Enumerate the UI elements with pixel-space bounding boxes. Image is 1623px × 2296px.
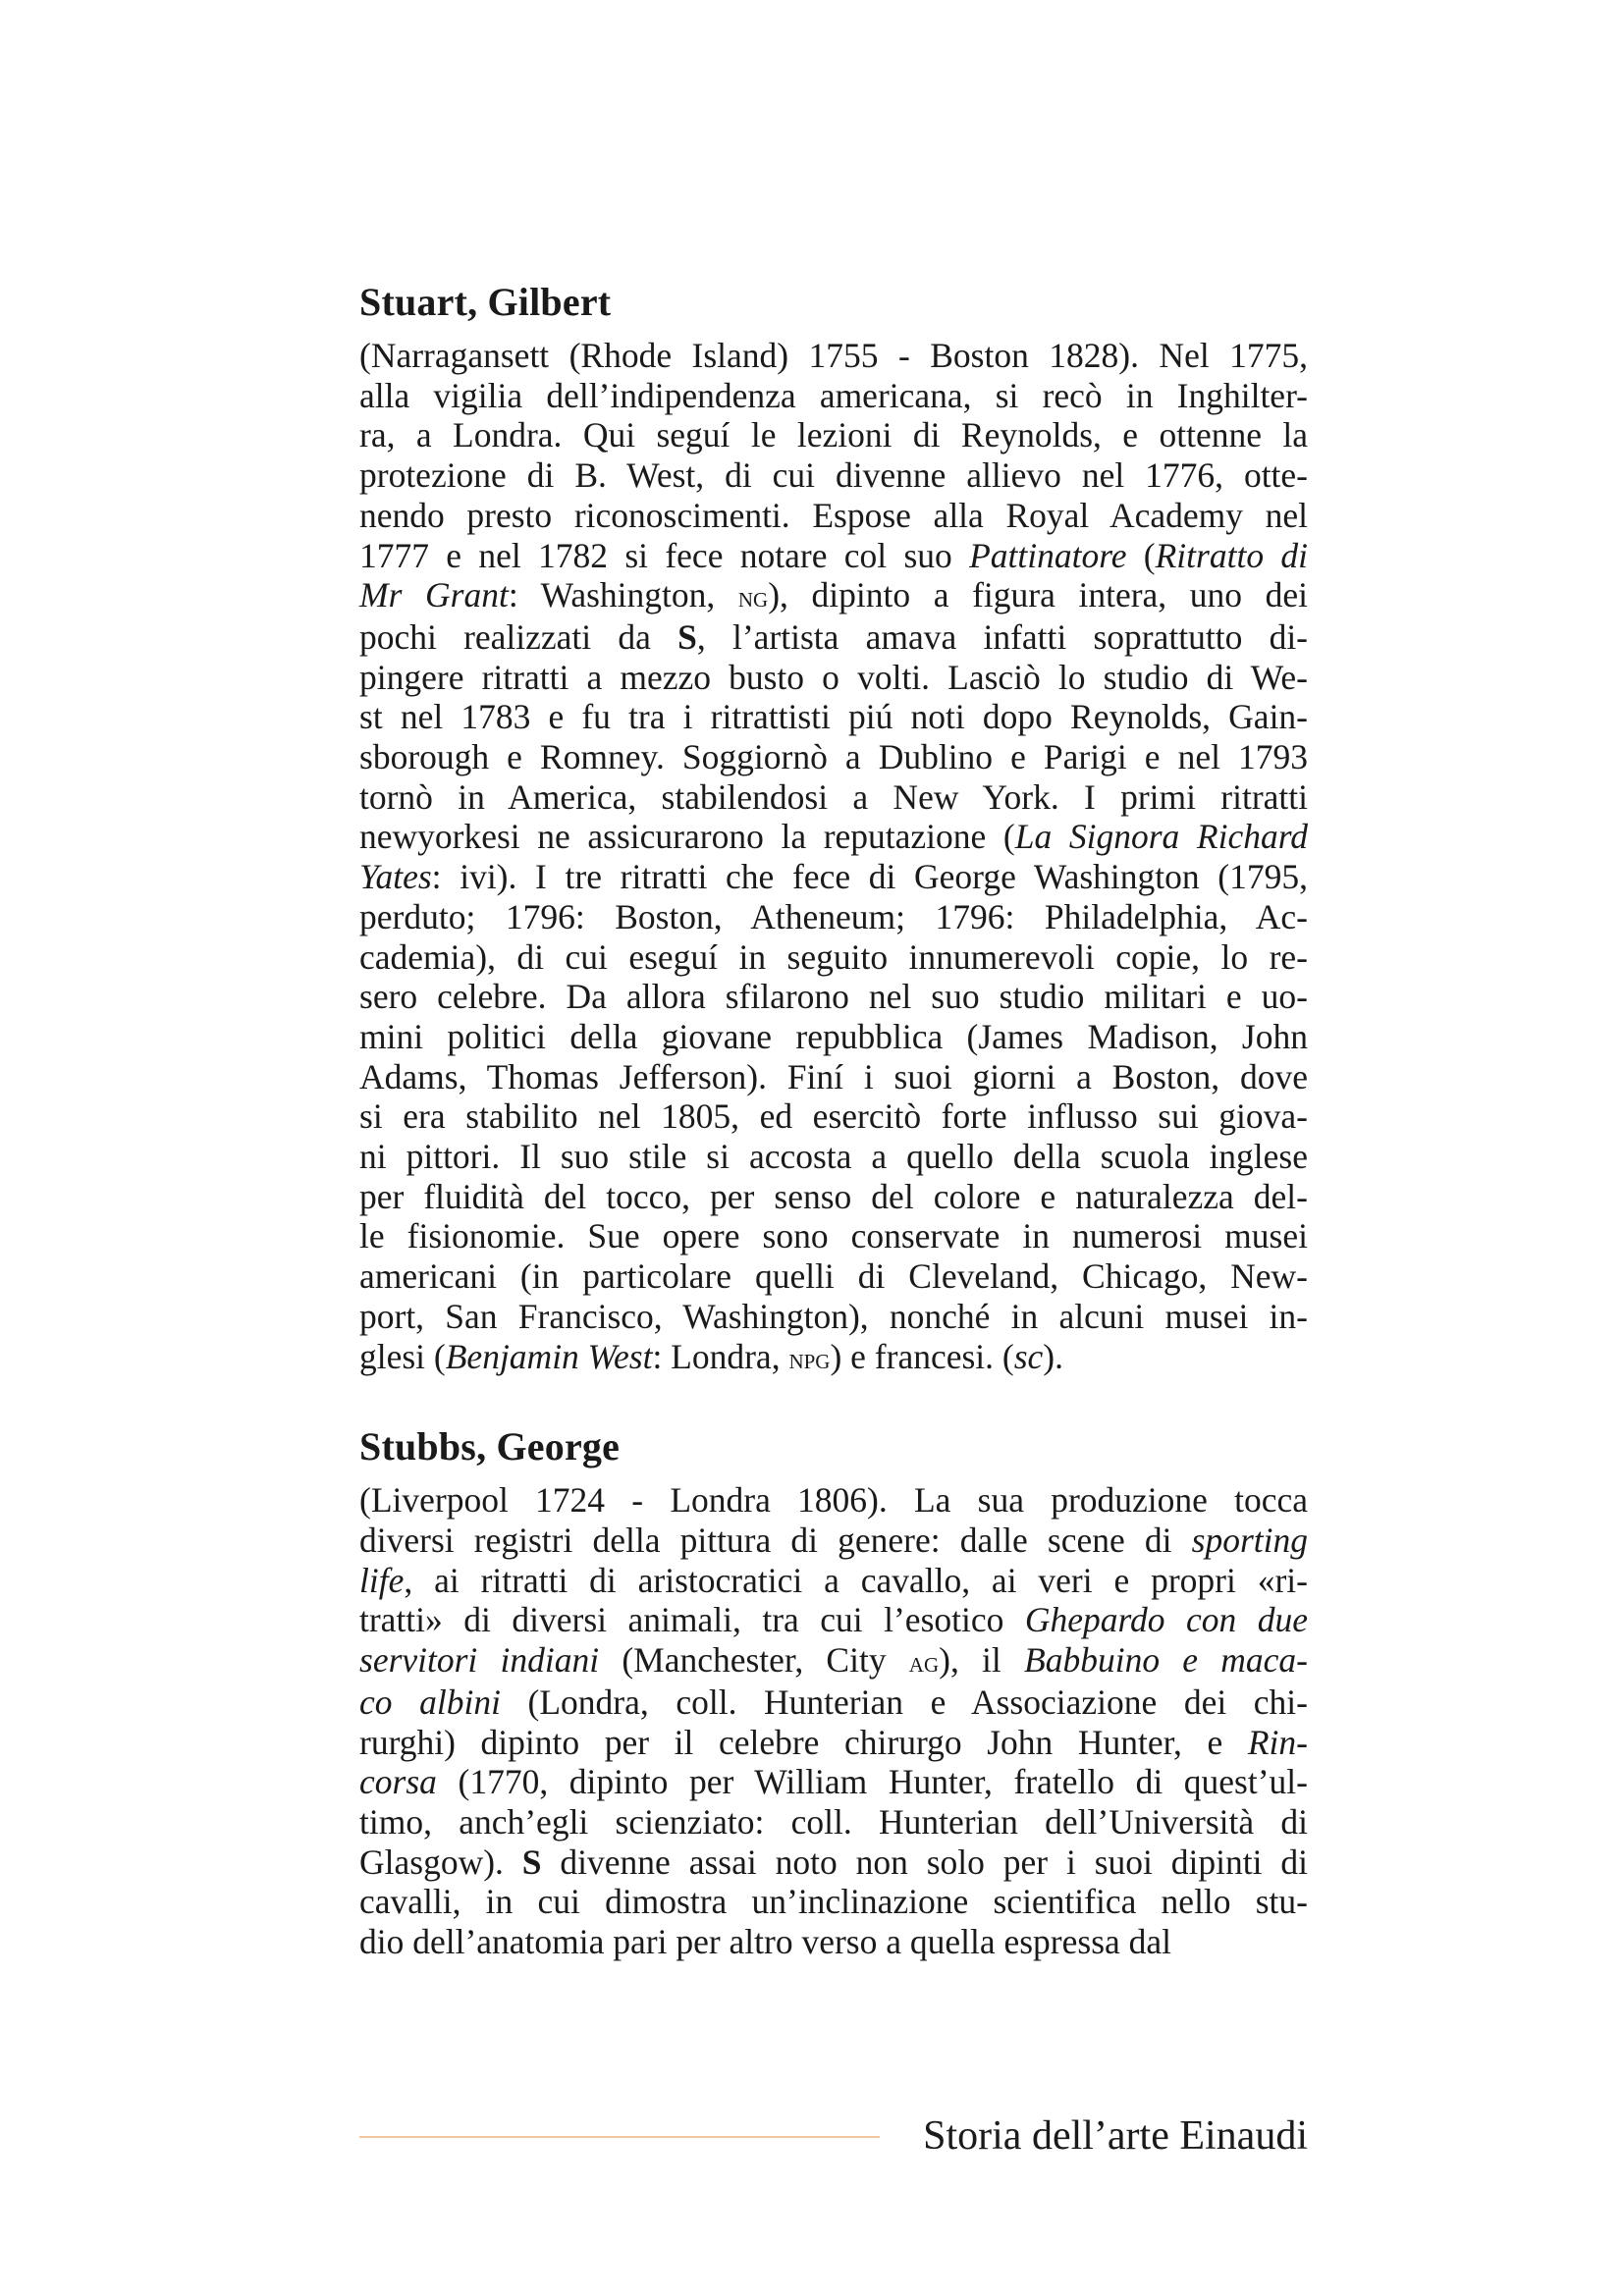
text-run: pingere ritratti a mezzo busto o volti. Lasciò lo studio di We- [359,657,1308,697]
body-line [359,1297,1308,1337]
text-run: glesi ( [359,1336,446,1376]
body-line [359,336,1308,376]
italic-text: Pattinatore [969,535,1127,575]
text-run: 1777 e nel 1782 si fece notare col suo [359,535,970,575]
body-line [359,617,1308,658]
bold-abbreviation: S [521,1842,542,1882]
text-run: cademia), di cui eseguí in seguito innumerevoli copie, lo re- [359,936,1308,977]
text-run: timo, anch’egli scienziato: coll. Hunterian dell’Università di [359,1801,1308,1842]
body-line [359,1096,1308,1137]
text-run: ). [1043,1336,1063,1376]
text-run: dio dell’anatomia pari per altro verso a quella espressa dal [359,1922,1172,1962]
entry-body [359,336,1308,1378]
text-run: ), dipinto a figura intera, uno dei [768,575,1309,615]
page-footer [359,2109,1308,2167]
body-line [359,658,1308,698]
bold-abbreviation: S [677,616,697,657]
body-line [359,1177,1308,1217]
text-run: le fisionomie. Sue opere sono conservate in numerosi musei [359,1216,1308,1256]
text-run: sborough e Romney. Soggiornò a Dublino e Parigi e nel 1793 [359,737,1308,777]
italic-text: La Signora Richard [1014,817,1308,857]
italic-text: life [359,1560,405,1600]
body-line [359,1640,1308,1682]
body-line [359,575,1308,617]
text-run: : Londra, [652,1336,789,1376]
text-run: ) e francesi. ( [830,1336,1014,1376]
entry-body [359,1480,1308,1961]
text-run: tratti» di diversi animali, tra cui l’esotico [359,1600,1025,1640]
body-line [359,737,1308,777]
text-run: americani (in particolare quelli di Cleveland, Chicago, New- [359,1256,1308,1297]
text-run: (1770, dipinto per William Hunter, fratello di quest’ul- [436,1762,1308,1802]
text-run: , l’artista amava infatti soprattutto di- [696,616,1309,657]
text-run: (Liverpool 1724 - Londra 1806). La sua produzione tocca [359,1480,1308,1521]
footer-title: Storia dell’arte Einaudi [923,2113,1308,2159]
body-line [359,857,1308,897]
text-run: newyorkesi ne assicurarono la reputazione ( [359,817,1015,857]
body-line [359,1922,1308,1962]
italic-text: Yates [359,857,432,897]
body-line [359,496,1308,536]
body-line [359,376,1308,416]
body-line [359,1561,1308,1601]
text-run: si era stabilito nel 1805, ed esercitò forte influsso sui giova- [359,1096,1308,1137]
italic-text: sc [1013,1336,1044,1376]
italic-text: Mr Grant [359,575,509,615]
entry-title: Stuart, Gilbert [359,280,612,324]
italic-text: co albini [359,1682,501,1722]
text-run: Adams, Thomas Jefferson). Finí i suoi giorni a Boston, dove [359,1056,1308,1096]
italic-text: servitori indiani [359,1640,600,1681]
text-run: sero celebre. Da allora sfilarono nel suo studio militari e uo- [359,977,1308,1017]
body-line [359,1216,1308,1256]
text-run: tornò in America, stabilendosi a New York. I primi ritratti [359,776,1308,817]
body-line [359,1480,1308,1521]
text-run: ), il [939,1640,1025,1681]
italic-text: Ghepardo con due [1024,1600,1309,1640]
text-run: cavalli, in cui dimostra un’inclinazione scientifica nello stu- [359,1882,1308,1922]
italic-text: Babbuino e maca- [1024,1640,1308,1681]
text-run: mini politici della giovane repubblica (James Madison, John [359,1016,1308,1056]
text-run: (Londra, coll. Hunterian e Associazione dei chi- [500,1682,1308,1722]
text-run: ra, a Londra. Qui seguí le lezioni di Reynolds, e ottenne la [359,415,1308,455]
small-caps-abbreviation: ng [737,580,769,614]
body-line [359,817,1308,857]
footer-rule [359,2136,880,2138]
body-line [359,1882,1308,1922]
italic-text: corsa [359,1762,437,1802]
body-line [359,1682,1308,1723]
small-caps-abbreviation: npg [788,1341,831,1375]
body-line [359,937,1308,978]
body-line [359,897,1308,937]
body-line [359,415,1308,455]
text-run: rurghi) dipinto per il celebre chirurgo John Hunter, e [359,1722,1248,1762]
text-run: , ai ritratti di aristocratici a cavallo, ai veri e propri «ri- [404,1560,1308,1600]
text-run: protezione di B. West, di cui divenne allievo nel 1776, otte- [359,455,1308,496]
text-run: (Narragansett (Rhode Island) 1755 - Boston 1828). Nel 1775, [359,336,1308,375]
text-run: alla vigilia dell’indipendenza americana, si recò in Inghilter- [359,375,1308,415]
text-run: (Manchester, City [599,1640,909,1681]
page-content [359,273,1308,2002]
italic-text: Ritratto di [1155,535,1308,575]
body-line [359,1521,1308,1561]
body-line [359,1057,1308,1097]
text-run: : ivi). I tre ritratti che fece di George Washington (1795, [431,857,1308,897]
text-run: st nel 1783 e fu tra i ritrattisti piú noti dopo Reynolds, Gain- [359,697,1308,737]
italic-text: Benjamin West [445,1336,653,1376]
entry-title: Stubbs, George [359,1424,621,1469]
body-line [359,536,1308,576]
text-run: ( [1126,535,1156,575]
body-line [359,1337,1308,1379]
body-line [359,1600,1308,1640]
body-line [359,777,1308,818]
body-line [359,1762,1308,1802]
text-run: pochi realizzati da [359,616,678,657]
text-run: nendo presto riconoscimenti. Espose alla Royal Academy nel [359,495,1308,535]
entry-stubbs-george [359,1417,1308,1961]
body-line [359,1137,1308,1177]
text-run: diversi registri della pittura di genere: dalle scene di [359,1520,1192,1560]
body-line [359,1842,1308,1883]
body-line [359,1017,1308,1057]
italic-text: Rin- [1247,1722,1308,1762]
body-line [359,977,1308,1017]
small-caps-abbreviation: ag [908,1645,940,1680]
body-line [359,697,1308,737]
body-line [359,455,1308,496]
text-run: ni pittori. Il suo stile si accosta a quello della scuola inglese [359,1137,1308,1177]
text-run: : Washington, [508,575,738,615]
body-line [359,1256,1308,1297]
body-line [359,1723,1308,1763]
text-run: per fluidità del tocco, per senso del colore e naturalezza del- [359,1176,1308,1216]
body-line [359,1802,1308,1842]
text-run: port, San Francisco, Washington), nonché in alcuni musei in- [359,1296,1308,1336]
entry-stuart-gilbert [359,273,1308,1378]
text-run: divenne assai noto non solo per i suoi dipinti di [541,1842,1309,1882]
text-run: Glasgow). [359,1842,522,1882]
italic-text: sporting [1191,1520,1308,1560]
text-run: perduto; 1796: Boston, Atheneum; 1796: Philadelphia, Ac- [359,896,1308,936]
